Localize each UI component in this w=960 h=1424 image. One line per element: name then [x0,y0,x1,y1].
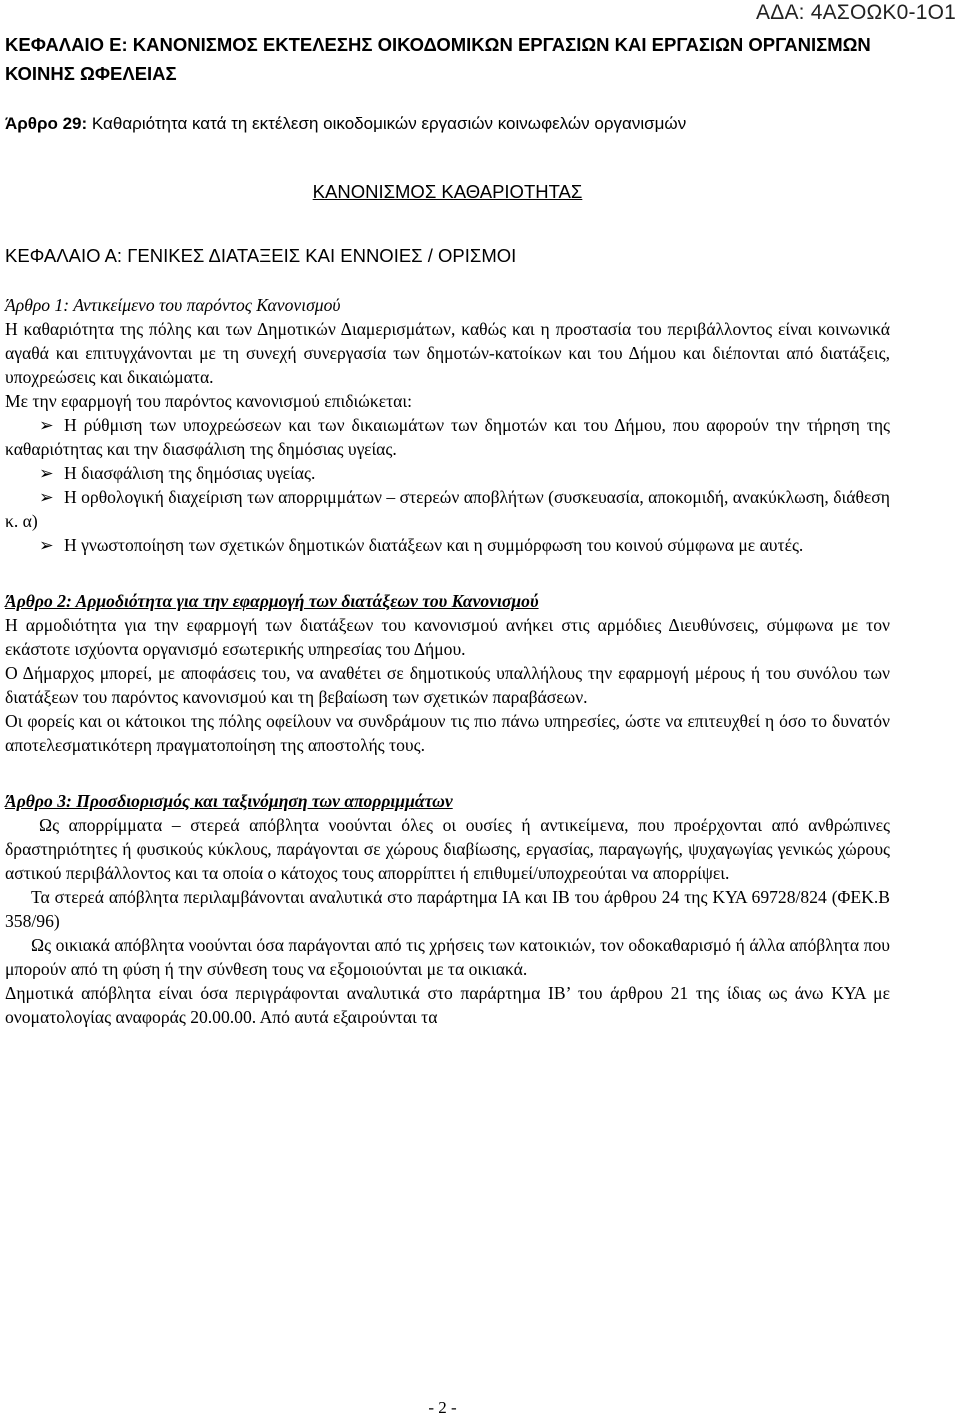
page-number: - 2 - [428,1398,457,1417]
article-3-paragraph-1: Ως απορρίμματα – στερεά απόβλητα νοούνται όλες οι ουσίες ή αντικείμενα, που προέρχονται από ανθρώπινες δραστηριότητες ή φυσικούς κύκλους, παράγονται σε χώρους διαβίωσης, εργασίας, παραγωγής, ψυχαγωγίας γενικώς χώρους αστικού περιβάλλοντος και τα οποία ο κάτοχος τους απορρίπτει ή επιθυμεί/υποχρεούται να απορρίψει. [5,815,890,883]
article-2-heading: Άρθρο 2: Αρμοδιότητα για την εφαρμογή των διατάξεων του Κανονισμού [5,591,539,611]
ada-code: ΑΔΑ: 4ΑΣΟΩΚ0-1Ο1 [756,1,956,24]
document-page [5,30,890,1029]
arrow-bullet-icon: ➢ [39,463,54,483]
article-3-paragraph-2: Τα στερεά απόβλητα περιλαμβάνονται αναλυτικά στο παράρτημα ΙΑ και ΙΒ του άρθρου 24 της ΚΥΑ 69728/824 (ΦΕΚ.Β 358/96) [5,887,890,931]
arrow-bullet-icon: ➢ [39,487,54,507]
article-2-paragraph-3: Οι φορείς και οι κάτοικοι της πόλης οφείλουν να συνδράμουν τις πιο πάνω υπηρεσίες, ώστε να επιτευχθεί η όσο το δυνατόν αποτελεσματικότερη πραγματοποίηση της αποστολής τους. [5,711,890,755]
bullet-item [5,461,890,485]
article-1-heading: Άρθρο 1: Αντικείμενο του παρόντος Κανονισμού [5,295,341,315]
bullet-item [5,533,890,557]
article-29-text: Καθαριότητα κατά τη εκτέλεση οικοδομικών εργασιών κοινωφελών οργανισμών [87,114,687,133]
bullet-text: Η γνωστοποίηση των σχετικών δημοτικών διατάξεων και η συμμόρφωση του κοινού σύμφωνα με αυτές. [64,535,804,555]
arrow-bullet-icon: ➢ [39,535,54,555]
article-2-paragraph-2: Ο Δήμαρχος μπορεί, με αποφάσεις του, να αναθέτει σε δημοτικούς υπαλλήλους την εφαρμογή μέρους ή του συνόλου των διατάξεων του παρόντος κανονισμού και τη βεβαίωση των σχετικών παραβάσεων. [5,663,890,707]
article-29-label: Άρθρο 29: [5,114,88,133]
section-a-title: ΚΕΦΑΛΑΙΟ Α: ΓΕΝΙΚΕΣ ΔΙΑΤΑΞΕΙΣ ΚΑΙ ΕΝΝΟΙΕΣ / ΟΡΙΣΜΟΙ [5,245,517,266]
chapter-title: ΚΕΦΑΛΑΙΟ Ε: ΚΑΝΟΝΙΣΜΟΣ ΕΚΤΕΛΕΣΗΣ ΟΙΚΟΔΟΜΙΚΩΝ ΕΡΓΑΣΙΩΝ ΚΑΙ ΕΡΓΑΣΙΩΝ ΟΡΓΑΝΙΣΜΩΝ ΚΟΙΝΗΣ ΩΦΕΛΕΙΑΣ [5,34,871,84]
article-3-heading: Άρθρο 3: Προσδιορισμός και ταξινόμηση των απορριμμάτων [5,791,453,811]
bullet-text: Η ρύθμιση των υποχρεώσεων και των δικαιωμάτων των δημοτών και του Δήμου, που αφορούν την τήρηση της καθαριότητας και την διασφάλιση της δημόσιας υγείας. [5,415,890,459]
bullet-text: Η ορθολογική διαχείριση των απορριμμάτων – στερεών αποβλήτων (συσκευασία, αποκομιδή, ανακύκλωση, διάθεση κ. α) [5,487,890,531]
article-1-paragraph-2: Με την εφαρμογή του παρόντος κανονισμού επιδιώκεται: [5,391,413,411]
article-2-paragraph-1: Η αρμοδιότητα για την εφαρμογή των διατάξεων του κανονισμού ανήκει στις αρμόδιες Διευθύνσεις, σύμφωνα με τον εκάστοτε ισχύοντα οργανισμό εσωτερικής υπηρεσίας του Δήμου. [5,615,890,659]
article-29-heading [5,112,890,136]
bullet-text: Η διασφάλιση της δημόσιας υγείας. [64,463,316,483]
regulation-title: ΚΑΝΟΝΙΣΜΟΣ ΚΑΘΑΡΙΟΤΗΤΑΣ [312,181,583,202]
arrow-bullet-icon: ➢ [39,415,54,435]
bullet-item [5,485,890,533]
article-3-paragraph-4: Δημοτικά απόβλητα είναι όσα περιγράφονται αναλυτικά στο παράρτημα ΙΒ’ του άρθρου 21 της ίδιας ως άνω ΚΥΑ με ονοματολογίας αναφοράς 20.00.00. Από αυτά εξαιρούνται τα [5,983,890,1027]
article-1-paragraph-1: Η καθαριότητα της πόλης και των Δημοτικών Διαμερισμάτων, καθώς και η προστασία του περιβάλλοντος είναι κοινωνικά αγαθά και επιτυγχάνονται με τη συνεχή συνεργασία των δημοτών-κατοίκων και του Δήμου και διέπονται από διατάξεις, υποχρεώσεις και δικαιώματα. [5,319,890,387]
bullet-item [5,413,890,461]
article-3-paragraph-3: Ως οικιακά απόβλητα νοούνται όσα παράγονται από τις χρήσεις των κατοικιών, τον οδοκαθαρισμό ή άλλα απόβλητα που μπορούν από τη φύση ή την σύνθεση τους να εξομοιούνται με τα οικιακά. [5,935,890,979]
